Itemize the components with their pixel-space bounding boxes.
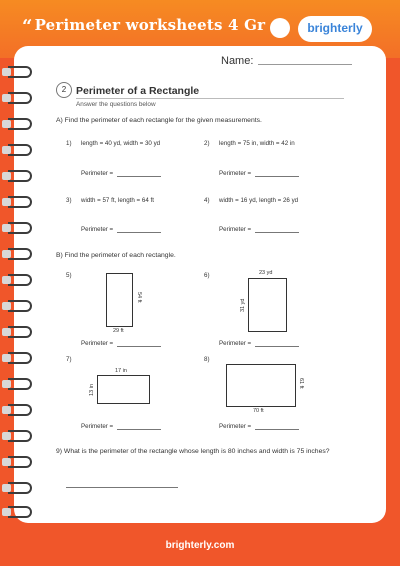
name-line	[258, 64, 352, 65]
problem-6-answer-line	[255, 346, 299, 347]
spiral-ring-icon	[2, 404, 32, 415]
problem-4-answer-line	[255, 232, 299, 233]
footer-url: brighterly.com	[165, 540, 235, 551]
problem-1-answer-label: Perimeter =	[81, 170, 114, 177]
problem-4-text: width = 16 yd, length = 26 yd	[219, 197, 299, 204]
problem-6-rectangle	[248, 278, 287, 332]
problem-6-number: 6)	[204, 272, 210, 279]
part-b-heading: B) Find the perimeter of each rectangle.	[56, 252, 176, 259]
problem-2-answer-line	[255, 176, 299, 177]
problem-8-height-label: 61 ft	[298, 378, 304, 389]
problem-4-number: 4)	[204, 197, 210, 204]
problem-8-rectangle	[226, 364, 296, 407]
problem-3-text: width = 57 ft, length = 64 ft	[81, 197, 154, 204]
decorative-circle-icon	[270, 18, 290, 38]
spiral-ring-icon	[2, 222, 32, 233]
spiral-ring-icon	[2, 144, 32, 155]
problem-4-answer-label: Perimeter =	[219, 226, 252, 233]
problem-5-width-label: 29 ft	[113, 328, 124, 334]
problem-1-text: length = 40 yd, width = 30 yd	[81, 140, 161, 147]
problem-6-width-label: 23 yd	[259, 270, 273, 276]
spiral-ring-icon	[2, 92, 32, 103]
spiral-ring-icon	[2, 248, 32, 259]
spiral-ring-icon	[2, 118, 32, 129]
question-9-answer-line	[66, 487, 178, 488]
problem-1-number: 1)	[66, 140, 72, 147]
brand-logo-text: brighterly	[307, 21, 363, 35]
quote-mark-icon: “	[22, 16, 33, 37]
problem-7-height-label: 13 in	[89, 384, 95, 396]
section-number-badge: 2	[56, 82, 72, 98]
problem-7-number: 7)	[66, 356, 72, 363]
spiral-ring-icon	[2, 456, 32, 467]
problem-1-answer-line	[117, 176, 161, 177]
problem-7-width-label: 17 in	[115, 368, 127, 374]
problem-8-answer-label: Perimeter =	[219, 423, 252, 430]
spiral-ring-icon	[2, 378, 32, 389]
problem-5-height-label: 54 ft	[136, 292, 142, 303]
problem-8-width-label: 70 ft	[253, 408, 264, 414]
problem-8-number: 8)	[204, 356, 210, 363]
problem-7-rectangle	[97, 375, 150, 404]
problem-5-rectangle	[106, 273, 133, 327]
brand-logo	[298, 16, 372, 42]
spiral-ring-icon	[2, 300, 32, 311]
problem-5-answer-line	[117, 346, 161, 347]
problem-2-text: length = 75 in, width = 42 in	[219, 140, 295, 147]
part-a-heading: A) Find the perimeter of each rectangle for the given measurements.	[56, 117, 262, 124]
problem-3-number: 3)	[66, 197, 72, 204]
problem-2-number: 2)	[204, 140, 210, 147]
spiral-ring-icon	[2, 170, 32, 181]
spiral-ring-icon	[2, 482, 32, 493]
spiral-ring-icon	[2, 66, 32, 77]
problem-3-answer-label: Perimeter =	[81, 226, 114, 233]
section-title: Perimeter of a Rectangle	[76, 85, 200, 97]
problem-5-number: 5)	[66, 272, 72, 279]
spiral-ring-icon	[2, 274, 32, 285]
problem-7-answer-label: Perimeter =	[81, 423, 114, 430]
section-divider	[76, 98, 344, 99]
problem-2-answer-label: Perimeter =	[219, 170, 252, 177]
question-9-text: 9) What is the perimeter of the rectangle whose length is 80 inches and width is 75 inches?	[56, 448, 330, 455]
problem-5-answer-label: Perimeter =	[81, 340, 114, 347]
problem-8-answer-line	[255, 429, 299, 430]
spiral-ring-icon	[2, 326, 32, 337]
problem-7-answer-line	[117, 429, 161, 430]
name-label: Name:	[221, 55, 254, 67]
spiral-ring-icon	[2, 506, 32, 517]
problem-6-height-label: 31 yd	[240, 298, 246, 312]
spiral-ring-icon	[2, 352, 32, 363]
spiral-ring-icon	[2, 196, 32, 207]
spiral-ring-icon	[2, 430, 32, 441]
problem-6-answer-label: Perimeter =	[219, 340, 252, 347]
problem-3-answer-line	[117, 232, 161, 233]
section-subtitle: Answer the questions below	[76, 101, 156, 108]
worksheet-title: “ Perimeter worksheets 4 Gr	[22, 16, 266, 37]
